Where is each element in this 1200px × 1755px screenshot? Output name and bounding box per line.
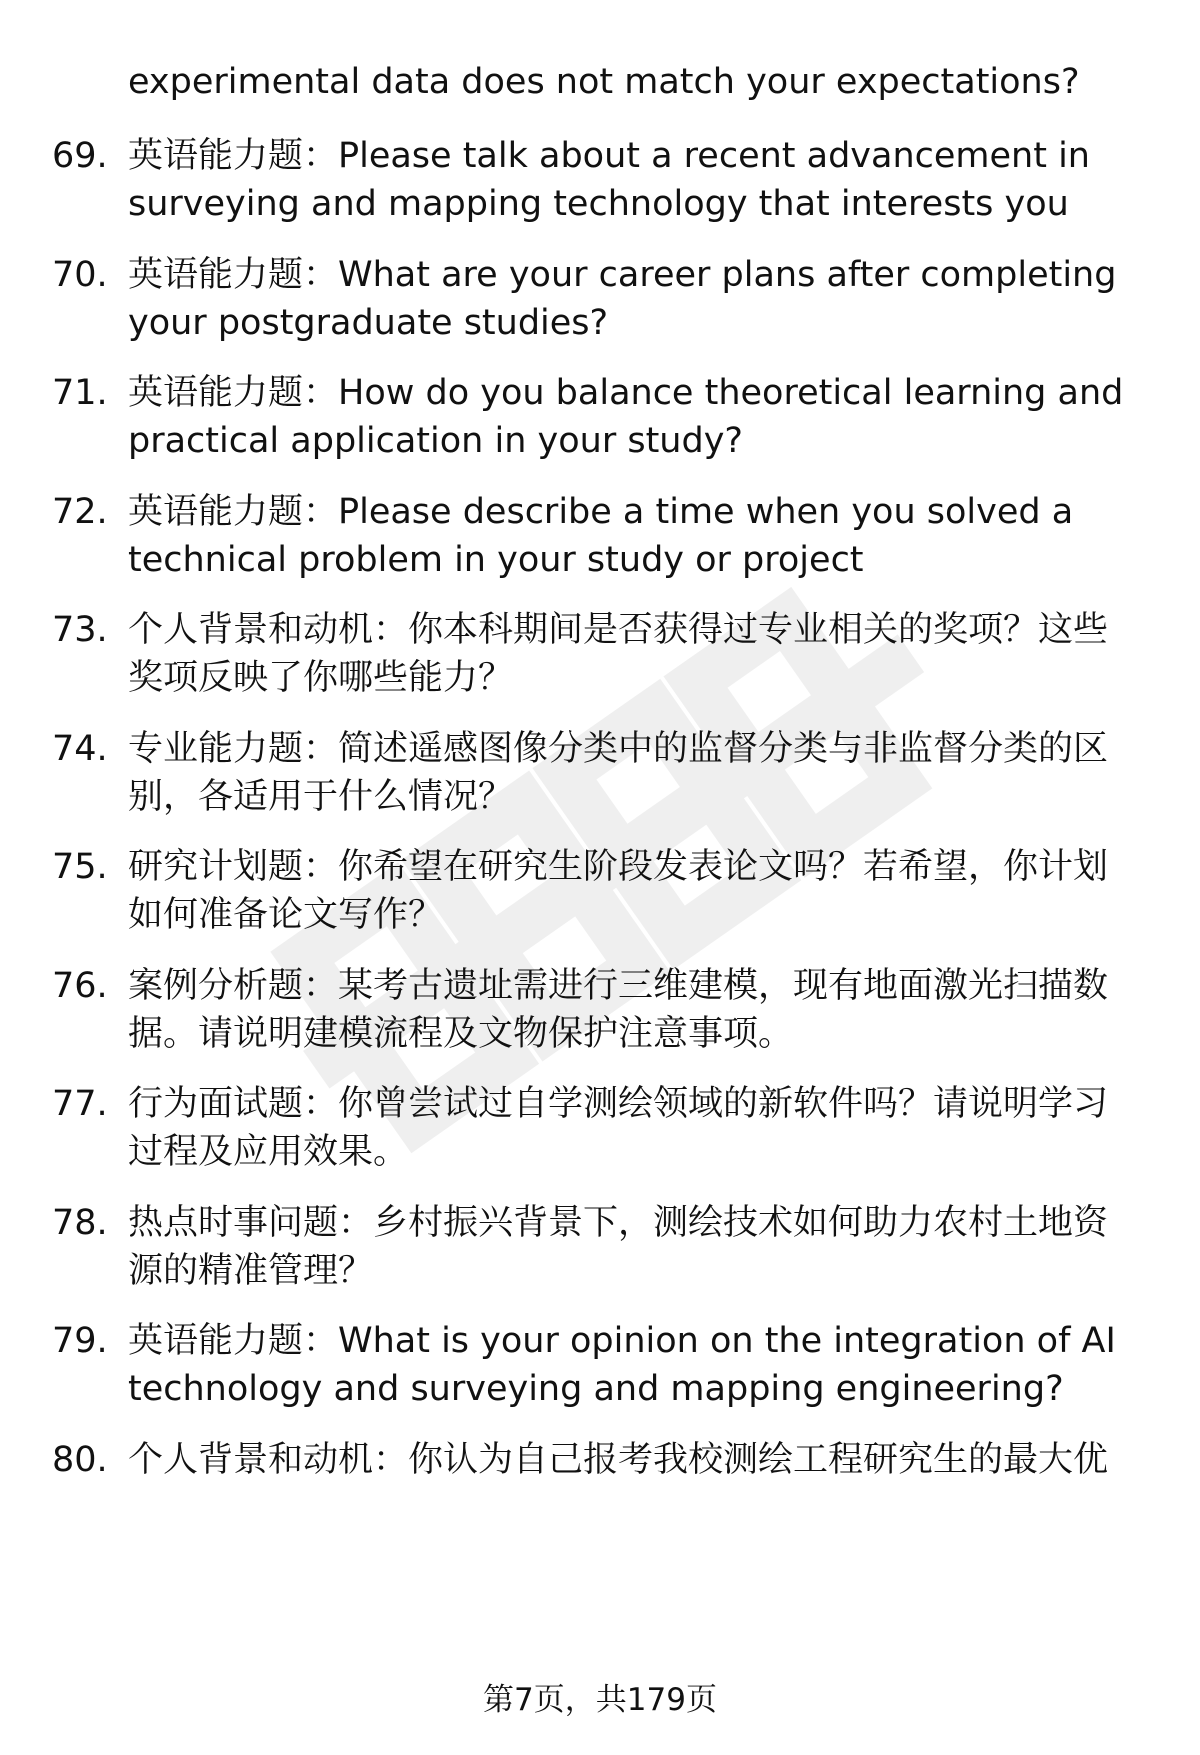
question-text bbox=[128, 843, 1138, 939]
question-text-line: 研究计划题：你希望在研究生阶段发表论文吗？若希望，你计划 bbox=[128, 847, 1109, 887]
question-number: 74. bbox=[52, 728, 108, 769]
question-text-line: practical application in your study? bbox=[128, 421, 743, 461]
continuation-text: experimental data does not match your expectations? bbox=[128, 62, 1080, 102]
page-number-footer: 第7页，共179页 bbox=[483, 1682, 717, 1718]
question-text-line: 专业能力题：简述遥感图像分类中的监督分类与非监督分类的区 bbox=[128, 728, 1109, 769]
question-number: 70. bbox=[52, 254, 108, 295]
question-text-line: 过程及应用效果。 bbox=[128, 1132, 409, 1172]
question-text-line: 据。请说明建模流程及文物保护注意事项。 bbox=[128, 1013, 794, 1054]
question-text-line: 英语能力题：What are your career plans after completing bbox=[128, 254, 1117, 295]
question-text bbox=[128, 725, 1138, 821]
question-text-line: 个人背景和动机：你认为自己报考我校测绘工程研究生的最大优 bbox=[128, 1439, 1109, 1480]
question-text bbox=[128, 606, 1138, 702]
question-text-line: your postgraduate studies? bbox=[128, 302, 609, 343]
question-number: 72. bbox=[52, 491, 108, 532]
question-text bbox=[128, 488, 1138, 584]
question-text bbox=[128, 1080, 1138, 1176]
question-number: 73. bbox=[52, 610, 108, 650]
question-text-line: 英语能力题：Please talk about a recent advancement in bbox=[128, 136, 1090, 176]
question-number: 76. bbox=[52, 965, 108, 1006]
question-text bbox=[128, 1317, 1138, 1413]
question-text bbox=[128, 251, 1138, 347]
question-text-line: surveying and mapping technology that interests you bbox=[128, 184, 1069, 224]
question-text-line: technology and surveying and mapping engineering? bbox=[128, 1369, 1064, 1409]
question-text-line: 源的精准管理？ bbox=[128, 1250, 374, 1291]
question-number: 71. bbox=[52, 373, 108, 413]
question-number: 78. bbox=[52, 1202, 108, 1243]
question-number: 69. bbox=[52, 136, 108, 176]
question-text bbox=[128, 962, 1138, 1058]
question-number: 79. bbox=[52, 1321, 108, 1361]
question-text-line: 行为面试题：你曾尝试过自学测绘领域的新软件吗？请说明学习 bbox=[128, 1084, 1109, 1124]
question-text-line: 热点时事问题：乡村振兴背景下，测绘技术如何助力农村土地资 bbox=[128, 1202, 1109, 1243]
question-number: 80. bbox=[52, 1439, 108, 1480]
question-number: 75. bbox=[52, 847, 108, 887]
question-text-line: 别，各适用于什么情况？ bbox=[128, 776, 514, 817]
question-text-line: 英语能力题：What is your opinion on the integration of AI bbox=[128, 1321, 1116, 1361]
question-text bbox=[128, 132, 1138, 228]
question-text bbox=[128, 369, 1138, 465]
question-text bbox=[128, 1436, 1138, 1484]
question-text-line: 如何准备论文写作？ bbox=[128, 895, 444, 935]
question-text-line: technical problem in your study or project bbox=[128, 539, 864, 580]
question-number: 77. bbox=[52, 1084, 108, 1124]
question-text-line: 英语能力题：Please describe a time when you solved a bbox=[128, 491, 1074, 532]
question-text-line: 案例分析题：某考古遗址需进行三维建模，现有地面激光扫描数 bbox=[128, 965, 1109, 1006]
question-text bbox=[128, 1199, 1138, 1295]
question-text-line: 奖项反映了你哪些能力？ bbox=[128, 658, 514, 698]
question-text-line: 个人背景和动机：你本科期间是否获得过专业相关的奖项？这些 bbox=[128, 610, 1109, 650]
question-text-line: 英语能力题：How do you balance theoretical learning and bbox=[128, 373, 1124, 413]
